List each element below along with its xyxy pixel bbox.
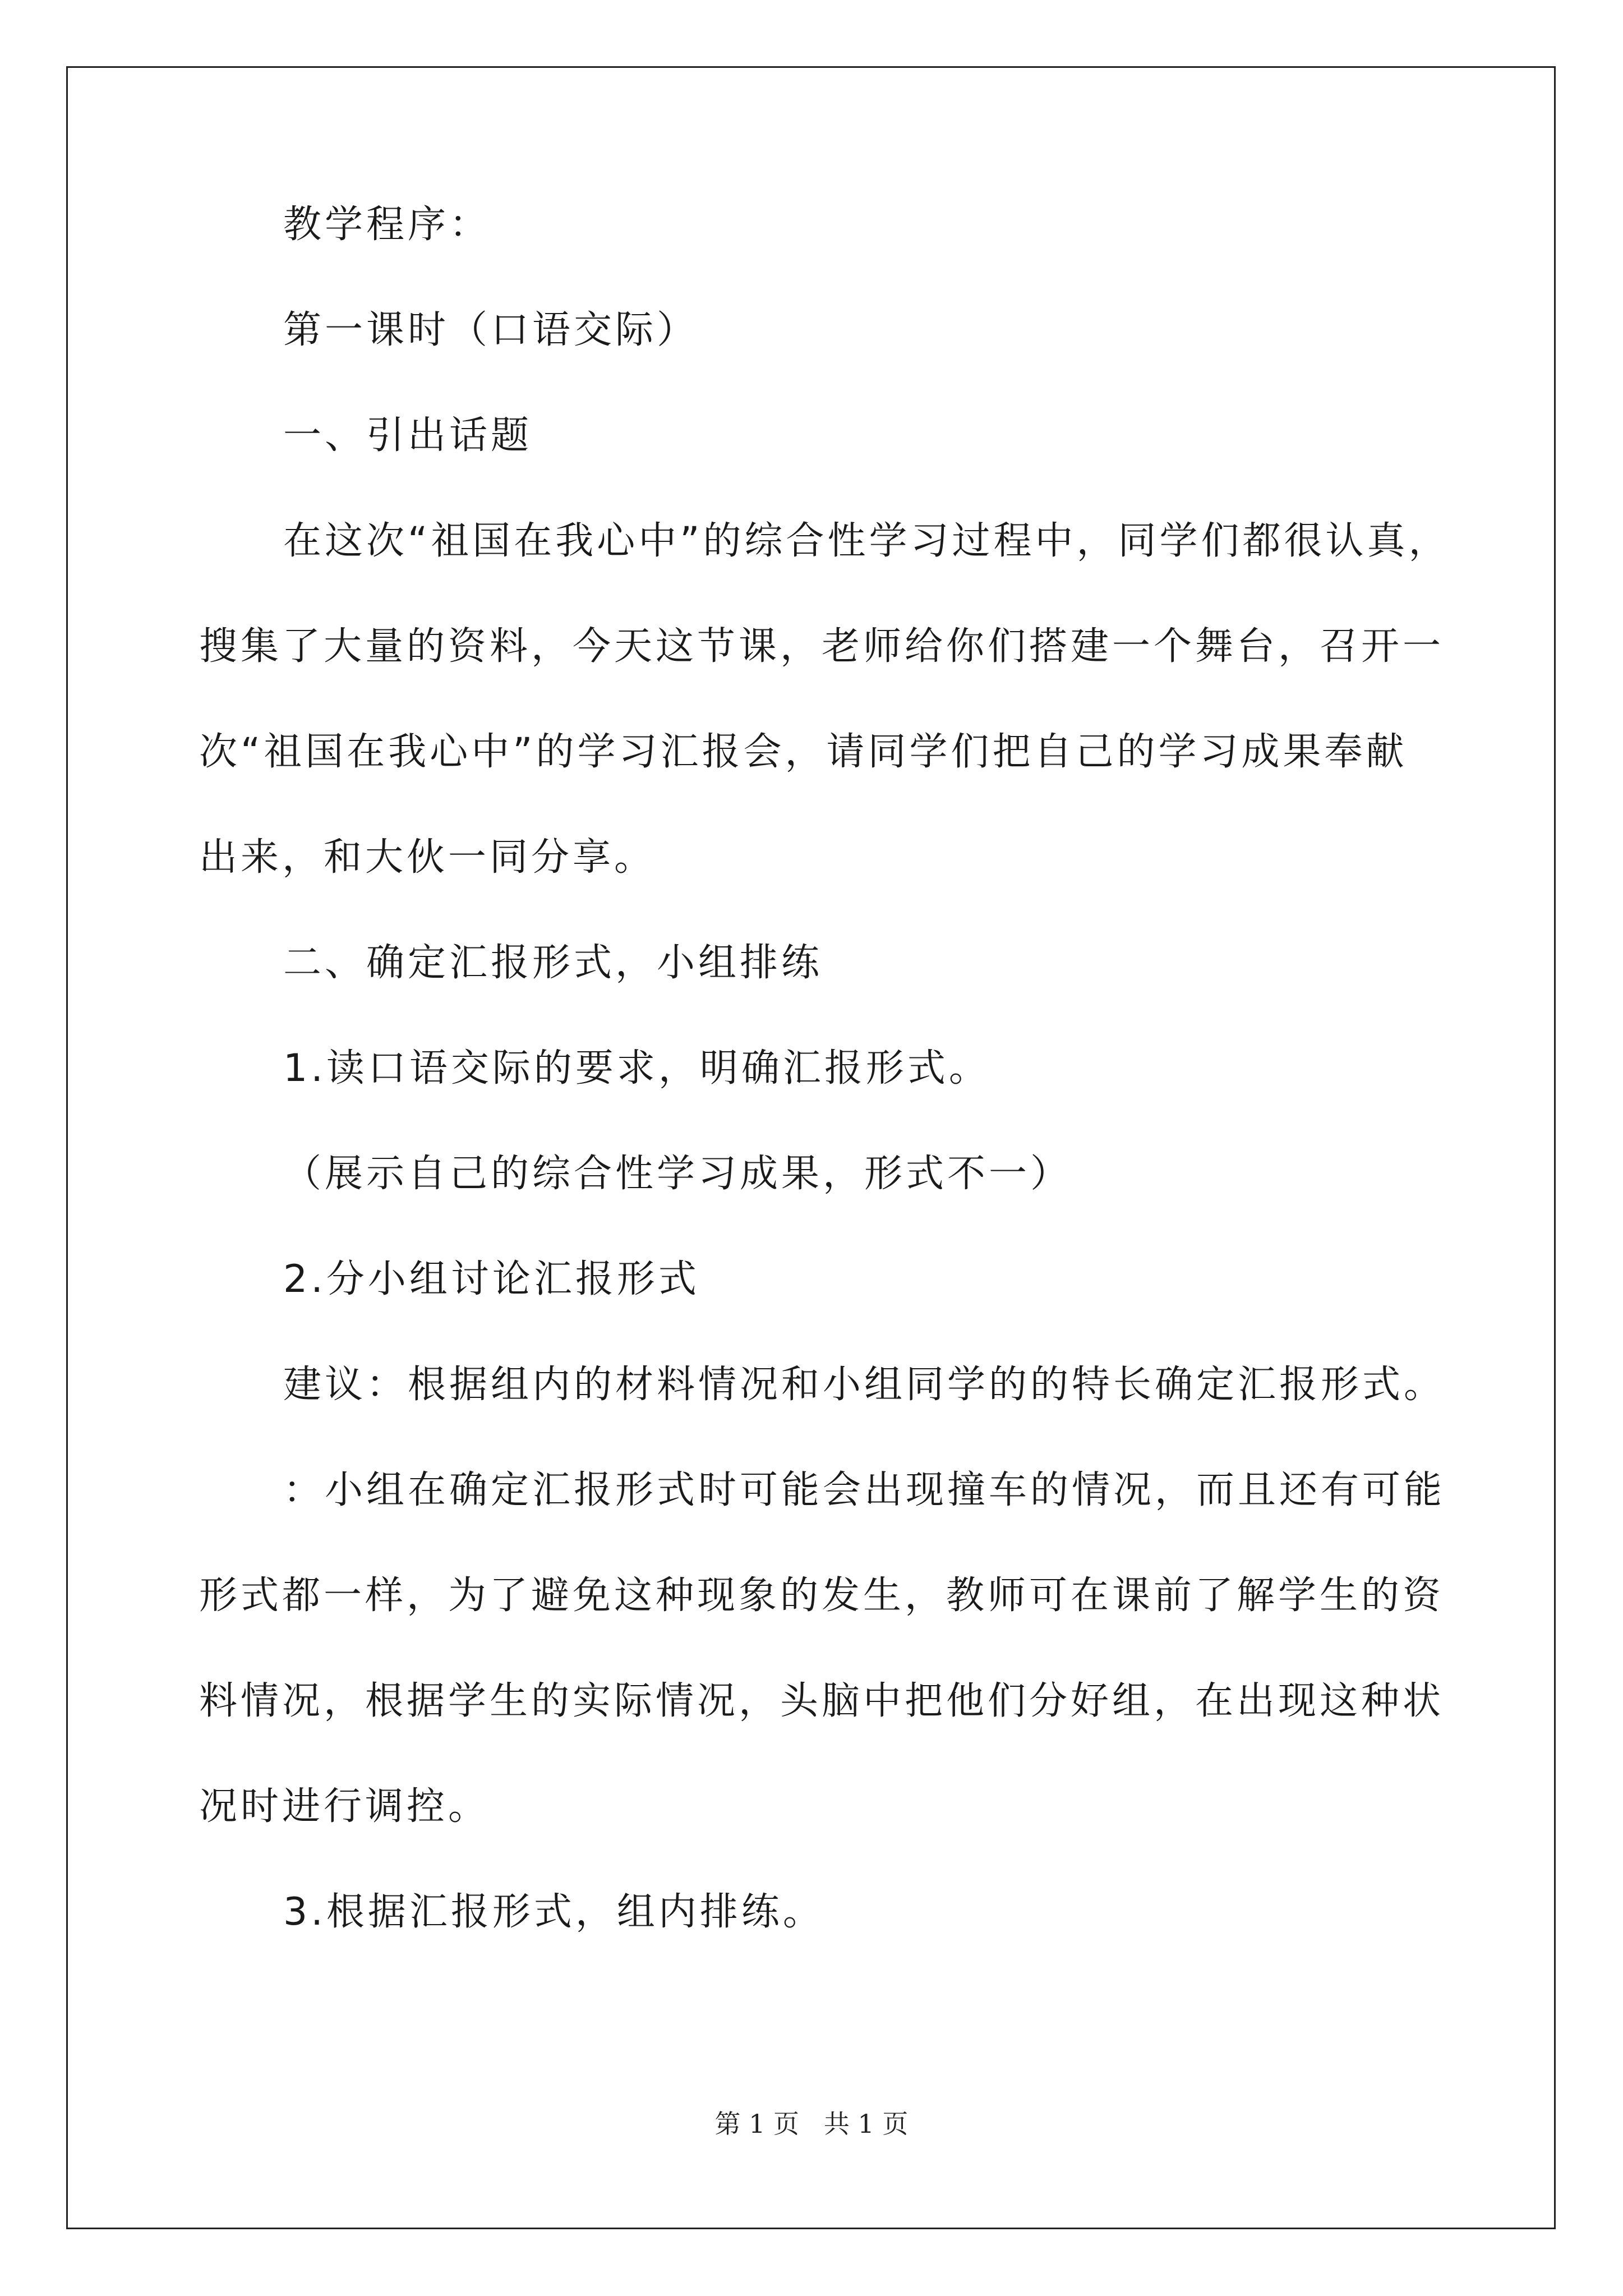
text-line: 次“祖国在我心中”的学习汇报会，请同学们把自己的学习成果奉献 <box>199 730 1408 774</box>
paragraph-section-one-heading <box>199 410 1489 462</box>
text-line: 2.分小组讨论汇报形式 <box>283 1257 700 1301</box>
text-line: 料情况，根据学生的实际情况，头脑中把他们分好组，在出现这种状 <box>199 1679 1445 1723</box>
paragraph-section-two-heading <box>199 937 1489 989</box>
paragraph-lesson-title <box>199 305 1489 356</box>
text-line: 3.根据汇报形式，组内排练。 <box>283 1890 824 1934</box>
paragraph-step-one-note <box>199 1148 1489 1200</box>
text-line: 一、引出话题 <box>283 413 533 458</box>
document-body <box>199 199 1489 1938</box>
text-line: （展示自己的综合性学习成果，形式不一） <box>283 1152 1072 1196</box>
text-line: 形式都一样，为了避免这种现象的发生，教师可在课前了解学生的资 <box>199 1573 1445 1618</box>
paragraph-teaching-note <box>199 1465 1489 1833</box>
text-line: 第一课时（口语交际） <box>283 308 699 352</box>
paragraph-step-two <box>199 1254 1489 1305</box>
text-line: 1.读口语交际的要求，明确汇报形式。 <box>283 1046 990 1091</box>
text-line: 建议：根据组内的材料情况和小组同学的的特长确定汇报形式。 <box>283 1363 1446 1407</box>
text-line: 况时进行调控。 <box>199 1784 490 1829</box>
paragraph-intro-body <box>199 516 1489 884</box>
text-line: 二、确定汇报形式，小组排练 <box>283 941 823 985</box>
text-line: 在这次“祖国在我心中”的综合性学习过程中，同学们都很认真， <box>283 519 1450 563</box>
paragraph-procedure-heading <box>199 199 1489 251</box>
text-line: 教学程序： <box>283 203 491 247</box>
paragraph-step-three <box>199 1887 1489 1938</box>
page-number-footer: 第 1 页 共 1 页 <box>714 2109 909 2139</box>
text-line: ：小组在确定汇报形式时可能会出现撞车的情况，而且还有可能 <box>283 1468 1446 1512</box>
text-line: 出来，和大伙一同分享。 <box>199 835 656 880</box>
paragraph-suggestion <box>199 1359 1489 1411</box>
paragraph-step-one <box>199 1043 1489 1094</box>
text-line: 搜集了大量的资料，今天这节课，老师给你们搭建一个舞台，召开一 <box>199 624 1445 669</box>
